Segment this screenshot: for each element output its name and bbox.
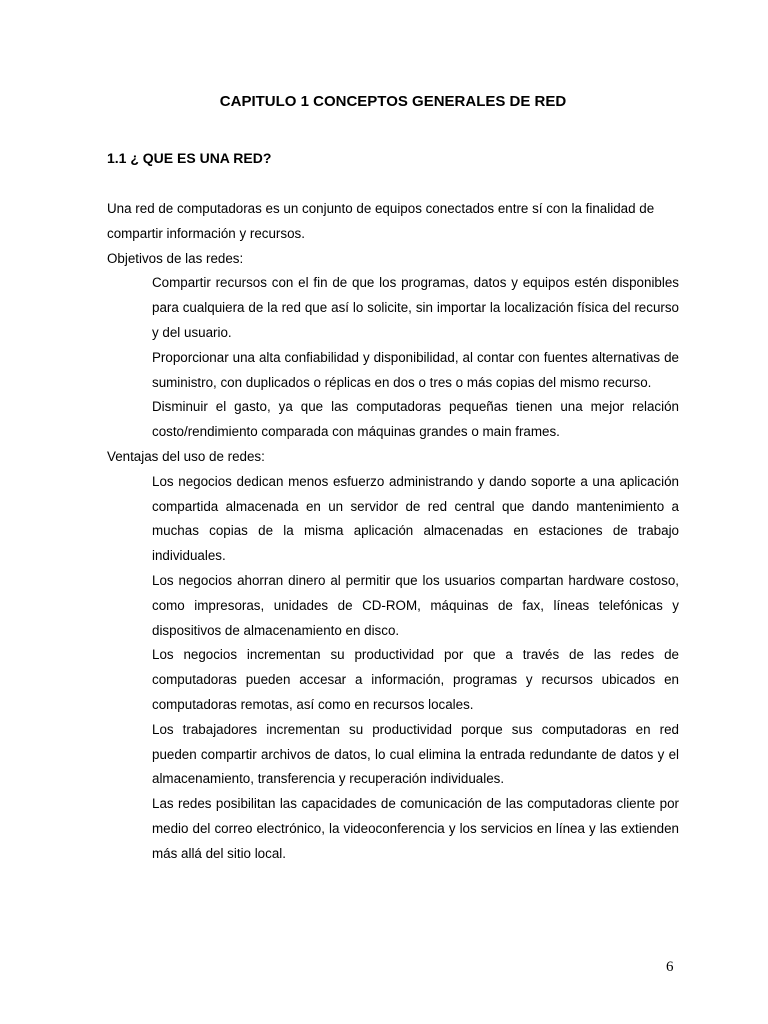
section-title: 1.1 ¿ QUE ES UNA RED? xyxy=(107,150,272,166)
advantage-item: Los negocios incrementan su productividad por que a través de las redes de computadoras pueden accesar a información, programas y recursos ubicados en computadoras remotas, así como en recursos locales. xyxy=(152,647,679,712)
objective-item: Disminuir el gasto, ya que las computadoras pequeñas tienen una mejor relación costo/rendimiento comparada con máquinas grandes o main frames. xyxy=(152,399,679,440)
chapter-title: CAPITULO 1 CONCEPTOS GENERALES DE RED xyxy=(219,93,567,110)
page-number: 6 xyxy=(666,959,674,975)
advantage-item: Los negocios ahorran dinero al permitir que los usuarios compartan hardware costoso, como impresoras, unidades de CD-ROM, máquinas de fax, líneas telefónicas y dispositivos de almacenamiento en disco. xyxy=(152,572,679,638)
intro-paragraph: Una red de computadoras es un conjunto de equipos conectados entre sí con la finalidad de compartir información y recursos. xyxy=(107,201,655,241)
objectives-label: Objetivos de las redes: xyxy=(107,250,244,266)
advantages-label: Ventajas del uso de redes: xyxy=(107,448,265,464)
objective-item: Proporcionar una alta confiabilidad y disponibilidad, al contar con fuentes alternativas de suministro, con duplicados o réplicas en dos o tres o más copias del mismo recurso. xyxy=(152,349,679,390)
advantage-item: Los trabajadores incrementan su productividad porque sus computadoras en red pueden compartir archivos de datos, lo cual elimina la entrada redundante de datos y el almacenamiento, transferencia y recuperación individuales. xyxy=(152,721,679,787)
advantage-item: Los negocios dedican menos esfuerzo administrando y dando soporte a una aplicación compartida almacenada en un servidor de red central que dando mantenimiento a muchas copias de la misma aplicación almacenadas en estaciones de trabajo individuales. xyxy=(152,473,679,564)
objective-item: Compartir recursos con el fin de que los programas, datos y equipos estén disponibles para cualquiera de la red que así lo solicite, sin importar la localización física del recurso y del usuario. xyxy=(152,275,679,340)
body-text xyxy=(107,197,679,867)
advantage-item: Las redes posibilitan las capacidades de comunicación de las computadoras cliente por medio del correo electrónico, la videoconferencia y los servicios en línea y las extienden más allá del sitio local. xyxy=(152,796,679,861)
